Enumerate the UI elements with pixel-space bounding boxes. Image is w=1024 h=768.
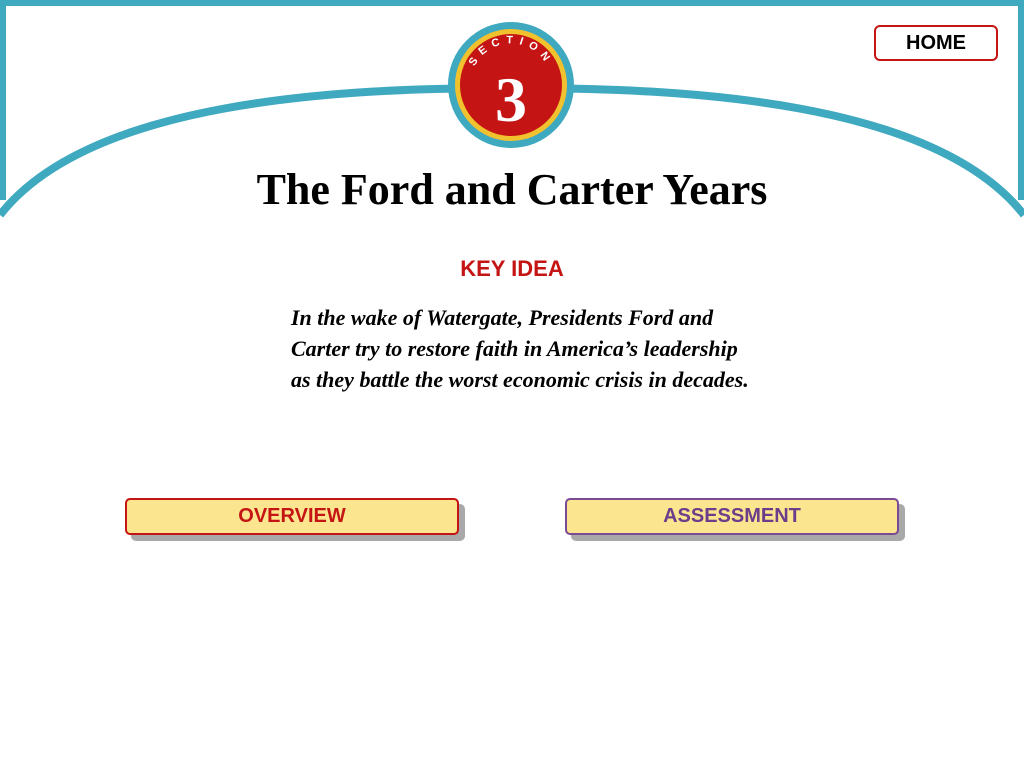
overview-button[interactable]: OVERVIEW [125,498,459,535]
top-border [0,0,1024,6]
home-button[interactable]: HOME [874,25,998,61]
assessment-button[interactable]: ASSESSMENT [565,498,899,535]
page-title: The Ford and Carter Years [256,165,768,214]
section-badge [446,20,576,150]
section-label: SECTION [466,34,556,69]
section-number: 3 [495,64,527,135]
key-idea-text: In the wake of Watergate, Presidents Ford and Carter try to restore faith in America’s leadership as they battle the worst economic crisis in decades. [291,305,749,392]
key-idea-heading: KEY IDEA [460,256,564,281]
